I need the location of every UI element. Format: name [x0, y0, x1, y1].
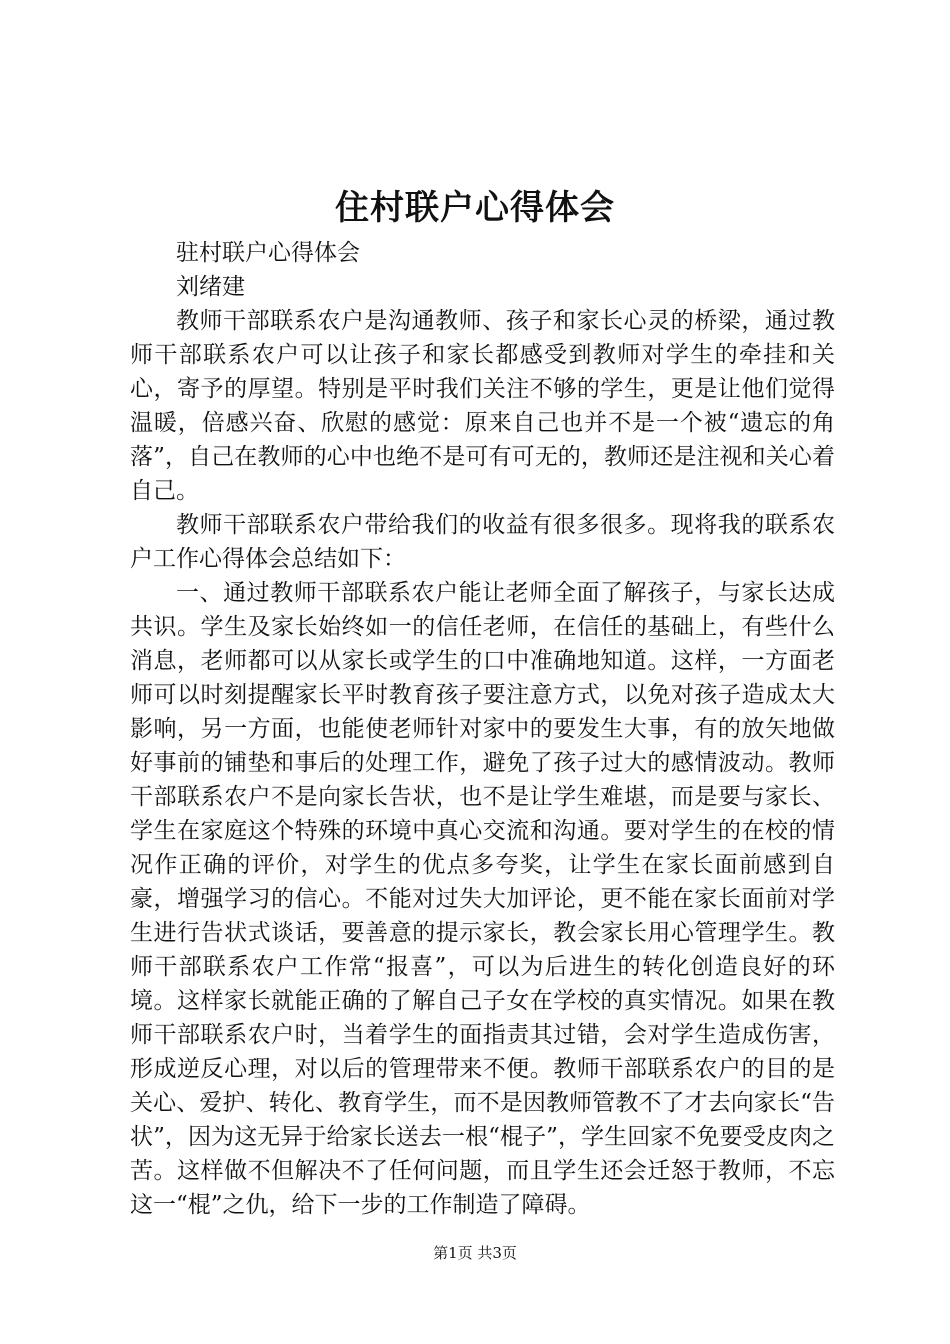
document-body: [130, 236, 835, 1222]
author-paragraph: 刘绪建: [176, 274, 245, 300]
document-title: 住村联户心得体会: [335, 188, 615, 228]
body-paragraph: 教师干部联系农户是沟通教师、孩子和家长心灵的桥梁，通过教师干部联系农户可以让孩子和家长都感受到教师对学生的牵挂和关心，寄予的厚望。特别是平时我们关注不够的学生，更是让他们觉得温暖，倍感兴奋、欣慰的感觉：原来自己也并不是一个被“遗忘的角落”，自己在教师的心中也绝不是可有可无的，教师还是注视和关心着自己。: [130, 308, 835, 504]
page-footer: 第1页 共3页: [433, 1244, 517, 1262]
body-paragraph: 一、通过教师干部联系农户能让老师全面了解孩子，与家长达成共识。学生及家长始终如一的信任老师，在信任的基础上，有些什么消息，老师都可以从家长或学生的口中准确地知道。这样，一方面老师可以时刻提醒家长平时教育孩子要注意方式，以免对孩子造成太大影响，另一方面，也能使老师针对家中的要发生大事，有的放矢地做好事前的铺垫和事后的处理工作，避免了孩子过大的感情波动。教师干部联系农户不是向家长告状，也不是让学生难堪，而是要与家长、学生在家庭这个特殊的环境中真心交流和沟通。要对学生的在校的情况作正确的评价，对学生的优点多夸奖，让学生在家长面前感到自豪，增强学习的信心。不能对过失大加评论，更不能在家长面前对学生进行告状式谈话，要善意的提示家长，教会家长用心管理学生。教师干部联系农户工作常“报喜”，可以为后进生的转化创造良好的环境。这样家长就能正确的了解自己子女在学校的真实情况。如果在教师干部联系农户时，当着学生的面指责其过错，会对学生造成伤害，形成逆反心理，对以后的管理带来不便。教师干部联系农户的目的是关心、爱护、转化、教育学生，而不是因教师管教不了才去向家长“告状”，因为这无异于给家长送去一根“棍子”，学生回家不免要受皮肉之苦。这样做不但解决不了任何问题，而且学生还会迁怒于教师，不忘这一“棍”之仇，给下一步的工作制造了障碍。: [130, 580, 835, 1218]
subtitle-paragraph: 驻村联户心得体会: [176, 240, 360, 266]
body-paragraph: 教师干部联系农户带给我们的收益有很多很多。现将我的联系农户工作心得体会总结如下：: [130, 512, 835, 572]
